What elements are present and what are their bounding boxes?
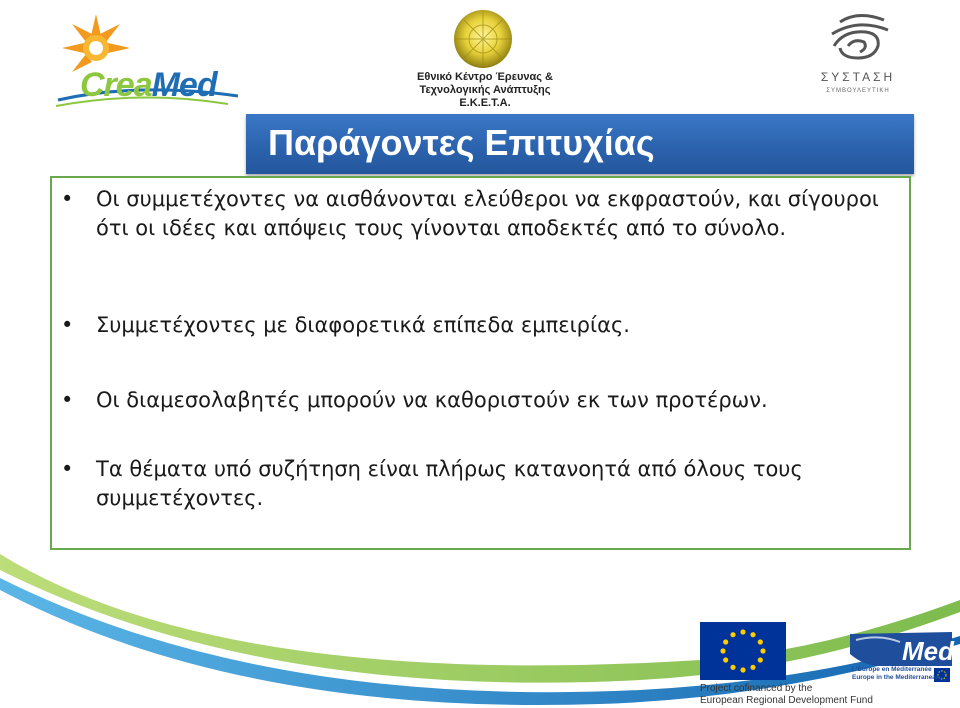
med-logo-word: Med [902,636,954,666]
title-bar [246,114,914,174]
bullet-item [52,455,882,513]
bullet-dot: • [61,187,74,211]
creamed-logo-text [80,68,217,102]
bullet-dot: • [61,388,74,412]
creamed-logo-part1: Crea [80,66,152,104]
systasi-logo [818,12,898,102]
funding-line2: European Regional Development Fund [700,695,873,706]
eketa-line1: Εθνικό Κέντρο Έρευνας & [417,71,553,83]
systasi-emblem-icon [818,12,898,68]
eu-flag-icon [700,622,786,680]
bullet-text: Συμμετέχοντες με διαφορετικά επίπεδα εμπειρίας. [96,313,630,337]
bullet-dot: • [61,313,74,337]
med-programme-logo [850,632,952,684]
systasi-subtitle: ΣΥΜΒΟΥΛΕΥΤΙΚΗ [826,88,890,94]
slide-title: Παράγοντες Επιτυχίας [268,122,655,163]
bullet-text: Οι διαμεσολαβητές μπορούν να καθοριστούν εκ των προτέρων. [96,388,768,412]
content-box [50,176,911,550]
eketa-line2: Τεχνολογικής Ανάπτυξης [419,84,551,96]
bullet-item [52,386,882,415]
systasi-name: ΣΥΣΤΑΣΗ [820,70,896,84]
funding-line1: Project cofinanced by the [700,683,813,694]
bullet-item [52,311,882,340]
funding-note [700,683,873,707]
bullet-item [52,185,882,243]
eketa-emblem-icon [410,8,560,70]
creamed-logo [48,12,248,112]
bullet-dot: • [61,457,74,481]
eketa-line3: Ε.Κ.Ε.Τ.Α. [459,97,511,109]
bullet-text: Τα θέματα υπό συζήτηση είναι πλήρως κατανοητά από όλους τους συμμετέχοντες. [96,457,803,510]
creamed-logo-part2: Med [151,66,217,104]
med-logo-line1: L'Europe en Méditerranée [852,666,932,673]
med-logo-subtitle [852,666,940,682]
bullet-text: Οι συμμετέχοντες να αισθάνονται ελεύθεροι να εκφραστούν, και σίγουροι ότι οι ιδέες και απόψεις τους γίνονται αποδεκτές από το σύνολο. [96,187,879,240]
eketa-logo-text [410,71,560,110]
eketa-logo [410,8,560,108]
med-logo-line2: Europe in the Mediterranean [852,674,940,681]
